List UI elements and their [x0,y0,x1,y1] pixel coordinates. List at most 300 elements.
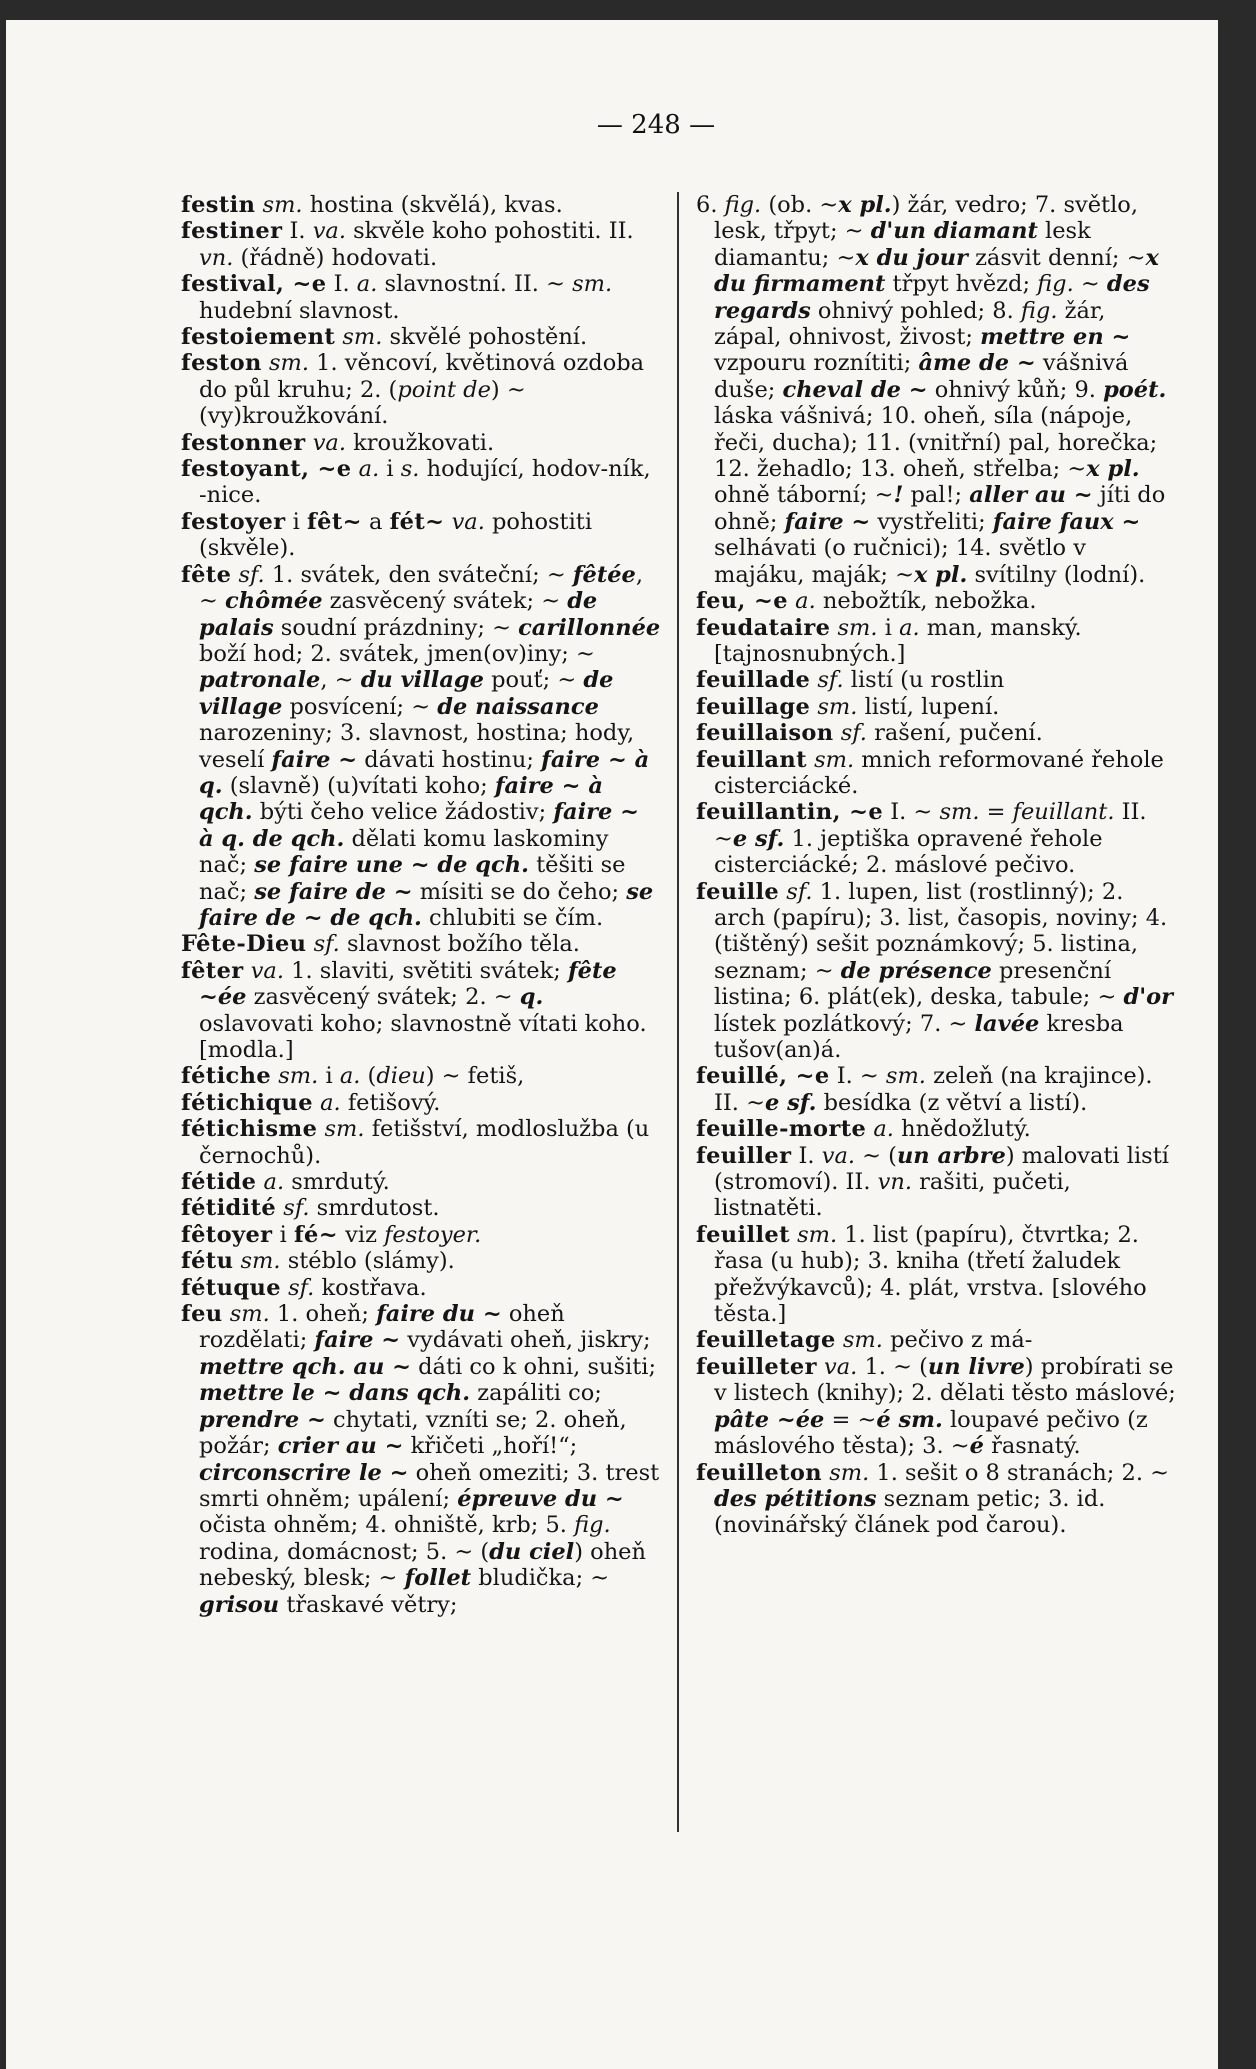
example-phrase: du ciel [489,1538,575,1565]
dictionary-entry [696,192,1176,588]
italic-text: dieu [376,1063,426,1090]
definition-text [790,1222,797,1248]
definition-text: posvícení; ~ [282,693,438,720]
definition-text: viz [338,1221,385,1248]
dictionary-entry [181,350,661,429]
italic-text: fig. [1037,271,1074,298]
grammar-label: va. [250,957,284,984]
headword: festin [181,192,256,218]
left-column [181,192,661,1618]
example-phrase: se faire de ~ [254,878,413,905]
definition-text: man, manský. [tajnosnubných.] [714,614,1082,667]
definition-text [817,1354,824,1380]
dictionary-entry [181,1090,661,1116]
dictionary-entry [181,430,661,456]
example-phrase: faire faux ~ [992,508,1141,535]
definition-text: lístek pozlátkový; 7. ~ [714,1010,975,1037]
definition-text: žár, zápal, ohnivost, živost; [714,297,1106,351]
headword: feuillant [696,746,807,773]
definition-text: ohnivý pohled; 8. [810,297,1021,324]
grammar-label: a. [899,614,920,641]
definition-text: kostřava. [314,1274,427,1301]
dictionary-entry [696,667,1176,693]
definition-text: chytati, vzníti se; 2. oheň, požár; [199,1406,627,1460]
italic-text: point de [397,376,491,403]
headword: feuillade [696,667,811,694]
headword: feuillet [696,1221,790,1248]
definition-text [233,1248,240,1274]
definition-text: oslavovati koho; slavnostně vítati koho. [modla.] [199,1010,647,1063]
right-column [696,192,1176,1539]
definition-text [836,1327,843,1353]
headword: feuille [696,878,780,905]
example-phrase: faire ~ à q. [199,746,650,799]
definition-text: ~ [1073,271,1107,298]
definition-text: ( [360,1063,377,1090]
grammar-label: a. [263,1169,285,1196]
grammar-label: sm. [814,746,855,773]
example-phrase: mettre qch. au ~ [199,1353,411,1380]
headword: fétidité [181,1195,277,1222]
definition-text: ohnivý kůň; 9. [927,376,1104,403]
definition-text [244,958,251,984]
definition-text: hnědožlutý. [893,1116,1031,1143]
example-phrase: x pl. [1086,456,1140,483]
definition-text: pouť; ~ [483,667,584,694]
headword: festonner [181,429,306,456]
grammar-label: va. [821,1142,856,1169]
grammar-label: sf. [288,1274,315,1301]
example-phrase: cheval de ~ [782,376,928,403]
definition-text: 1. lupen, list (rostlinný); 2. arch (papíru); 3. list, časopis, noviny; 4. (tištěný) sešit poznámkový; 5. listina, seznam; ~ [714,878,1168,984]
definition-text: 1. oheň; [269,1301,377,1328]
definition-text: 1. věncoví, květinová ozdoba do půl kruhu; 2. ( [199,350,645,403]
example-phrase: se faire de ~ de qch. [199,878,654,931]
grammar-label: s. [400,456,420,483]
definition-text: 6. [696,192,725,218]
grammar-label: sm. [268,350,310,377]
definition-text [352,456,359,482]
definition-text: (ob. ~ [761,192,839,218]
headword: feudataire [696,614,831,641]
example-phrase: x du jour [855,244,968,271]
definition-text [255,192,262,218]
grammar-label: sf. [786,878,813,905]
example-phrase: du village [360,667,484,694]
definition-text: seznam petic; 3. id. (novinářský článek pod čarou). [714,1485,1106,1539]
headword: fé~ [293,1221,339,1248]
grammar-label: va. [451,508,485,535]
dictionary-entry [181,192,661,218]
example-phrase: fête ~ée [199,957,617,1011]
definition-text [830,615,837,641]
dictionary-entry [181,509,661,562]
definition-text: slavnost božího těla. [339,931,580,958]
definition-text: I. [282,218,313,245]
grammar-label: sm. [278,1063,319,1090]
definition-text: (slavně) (u)vítati koho; [222,772,495,799]
definition-text: hodující, hodov-ník, -nice. [199,456,651,509]
headword: festiner [181,218,283,245]
definition-text [317,1116,324,1142]
example-phrase: poét. [1103,376,1167,403]
definition-text: ) žár, vedro; 7. světlo, lesk, třpyt; ~ [714,192,1138,245]
grammar-label: a. [873,1116,894,1143]
headword: feuillage [696,693,811,720]
headword: feston [181,350,262,377]
definition-text: vystřeliti; [870,508,993,535]
definition-text: i [318,1063,340,1090]
definition-text [306,430,313,456]
dictionary-entry [181,218,661,271]
definition-text: ) oheň nebeský, blesk; ~ [199,1538,646,1592]
definition-text: řasnatý. [983,1433,1081,1460]
grammar-label: sf. [840,720,867,747]
headword: festoyer [181,508,286,535]
definition-text: chlubiti se čím. [421,904,604,931]
definition-text [306,931,313,957]
dictionary-entry [696,799,1176,878]
example-phrase: épreuve du ~ [457,1485,624,1512]
definition-text: vydávati oheň, jiskry; [400,1327,651,1354]
definition-text: láska vášnivá; 10. oheň, síla (nápoje, řeči, ducha); 11. (vnitřní) pal, horečka; 12. žehadlo; 13. oheň, střelba; ~ [714,403,1158,483]
definition-text: ) malovati listí (stromoví). II. [714,1142,1169,1196]
italic-text: fig. [724,192,762,218]
grammar-label: a. [320,1089,341,1116]
italic-text: fig. [1020,297,1058,324]
definition-text: II. ~ [714,799,1147,852]
definition-text: vzpouru roznítiti; [714,350,919,377]
definition-text: i [877,614,900,641]
example-phrase: circonscrire le ~ [199,1459,409,1486]
dictionary-entry [181,324,661,350]
definition-text: loupavé pečivo (z máslového těsta); 3. ~ [714,1406,1148,1460]
definition-text: dáti co k ohni, sušiti; [411,1353,657,1380]
definition-text: lesk diamantu; ~ [714,218,1091,271]
example-phrase: chômée [225,588,323,615]
example-phrase: de présence [840,957,992,984]
grammar-label: va. [824,1353,858,1380]
definition-text: soudní prázdniny; ~ [273,614,519,641]
grammar-label: sm. [229,1301,270,1328]
example-phrase: de naissance [437,693,599,720]
headword: feuilleton [696,1459,823,1486]
grammar-label: a. [356,271,378,298]
definition-text: dělati komu laskominy nač; [199,825,609,879]
definition-text: vášnivá duše; [714,350,1129,403]
definition-text: bludička; ~ [471,1565,610,1592]
definition-text: pohostiti (skvěle). [199,508,593,562]
example-phrase: aller au ~ [969,482,1093,509]
dictionary-entry [696,1222,1176,1328]
headword: feuillé, ~e [696,1063,830,1090]
definition-text: i [272,1221,294,1248]
dictionary-entry [181,1222,661,1248]
headword: feuillantin, ~e [696,799,884,826]
dictionary-entry [181,1063,661,1089]
example-phrase: é [969,1433,984,1460]
definition-text: očista ohněm; 4. ohniště, krb; 5. [199,1512,575,1539]
grammar-label: sf. [313,931,340,958]
definition-text [262,350,269,376]
example-phrase: un arbre [896,1142,1006,1169]
example-phrase: pâte ~ée [714,1406,825,1433]
definition-text: , ~ [199,561,644,615]
headword: fêtoyer [181,1221,273,1248]
definition-text: ) ~ fetiš, [425,1063,525,1090]
headword: feu [181,1301,223,1328]
definition-text: slavnostní. II. ~ [377,271,573,298]
headword: feuilleter [696,1353,817,1380]
dictionary-entry [696,1143,1176,1222]
definition-text [256,1169,263,1195]
definition-text: dávati hostinu; [357,746,542,773]
example-phrase: âme de ~ [918,350,1036,377]
headword: fétiche [181,1063,272,1090]
grammar-label: vn. [877,1169,912,1196]
example-phrase: patronale [199,667,321,694]
headword: feuille-morte [696,1116,867,1143]
headword: fétichique [181,1089,313,1116]
grammar-label: a. [339,1063,361,1090]
dictionary-entry [181,958,661,1064]
definition-text: I. ~ [829,1063,886,1090]
definition-text: 1. svátek, den sváteční; ~ [264,561,573,588]
definition-text: i [285,508,308,535]
definition-text: oheň rozdělati; [199,1301,565,1354]
definition-text: skvělé pohostění. [382,324,588,351]
example-phrase: é sm. [876,1406,943,1433]
column-divider [677,192,679,1832]
dictionary-entry [181,1169,661,1195]
definition-text: (řádně) hodovati. [233,244,438,271]
dictionary-entry [696,747,1176,800]
dictionary-entry [696,694,1176,720]
definition-text: 1. list (papíru), čtvrtka; 2. řasa (u hub); 3. kniha (třetí žaludek přežvýkavců); 4. plát, vrstva. [slového těsta.] [714,1221,1147,1328]
example-phrase: faire ~ [271,746,358,773]
definition-text: třpyt hvězd; [885,271,1038,298]
grammar-label: a. [795,588,816,615]
headword: fétide [181,1169,257,1196]
definition-text: 1. sešit o 8 stranách; 2. ~ [869,1459,1169,1486]
dictionary-entry [696,879,1176,1064]
example-phrase: des pétitions [714,1485,877,1512]
example-phrase: carillonnée [518,614,661,641]
dictionary-entry [696,1116,1176,1142]
definition-text: hudební slavnost. [199,297,400,324]
grammar-label: sm. [572,271,613,298]
headword: festoyant, ~e [181,456,352,483]
headword: festival, ~e [181,271,327,298]
dictionary-page [6,20,1218,2069]
definition-text: mísiti se do čeho; [412,878,627,905]
example-phrase: un livre [927,1353,1025,1380]
definition-text: pečivo z má- [882,1327,1033,1354]
grammar-label: sm. [829,1459,870,1486]
example-phrase: follet [404,1565,472,1592]
definition-text: = ~ [824,1406,877,1433]
dictionary-entry [181,1248,661,1274]
definition-text: hostina (skvělá), kvas. [302,192,563,218]
headword: festoiement [181,324,336,351]
dictionary-entry [696,1460,1176,1539]
example-phrase: e sf. [764,1089,817,1116]
dictionary-entry [181,271,661,324]
grammar-label: va. [312,429,346,456]
headword: feu, ~e [696,588,788,615]
definition-text: ~ ( [855,1142,897,1169]
headword: feuilletage [696,1327,836,1354]
definition-text: pal!; [903,482,970,509]
definition-text: mnich reformované řehole cisterciácké. [714,746,1164,799]
dictionary-entry [181,1301,661,1618]
example-phrase: d'un diamant [870,218,1038,245]
definition-text: skvěle koho pohostiti. II. [345,218,634,245]
definition-text: rašení, pučení. [866,720,1043,747]
example-phrase: e sf. [732,825,785,852]
dictionary-entry [181,1195,661,1221]
definition-text: 1. ~ ( [857,1353,928,1380]
headword: fétu [181,1248,234,1275]
dictionary-entry [181,1275,661,1301]
dictionary-entry [696,615,1176,668]
example-phrase: faire du ~ [376,1301,502,1328]
grammar-label: sm. [240,1248,281,1275]
definition-text: listí (u rostlin [843,667,1005,694]
definition-text: presenční listina; 6. plát(ek), deska, tabule; ~ [714,957,1124,1011]
example-phrase: faire ~ à q. de qch. [199,799,639,852]
definition-text: křičeti „hoří!“; [403,1433,578,1460]
example-phrase: crier au ~ [277,1433,404,1460]
definition-text: fetišství, modloslužba (u černochů). [199,1116,650,1169]
example-phrase: faire ~ à qch. [199,772,603,826]
example-phrase: de palais [199,588,598,641]
definition-text: zapáliti co; [470,1380,602,1407]
grammar-label: sm. [817,693,858,720]
page-number: — 248 — [596,110,716,140]
definition-text: býti čeho velice žádostiv; [252,799,554,826]
definition-text: kroužkovati. [346,429,495,456]
headword: feuillaison [696,720,834,747]
italic-text: fig. [574,1512,611,1539]
dictionary-entry [696,588,1176,614]
definition-text: I. [326,271,357,298]
headword: fêt~ [307,508,362,535]
definition-text: narozeniny; 3. slavnost, hostina; hody, veselí [199,720,635,773]
grammar-label: sm. [342,324,383,351]
definition-text: těšiti se nač; [199,852,626,905]
definition-text: zasvěcený svátek; 2. ~ [246,984,520,1011]
definition-text: smrdutost. [309,1195,440,1222]
grammar-label: sm. [324,1116,365,1143]
grammar-label: sm. [842,1327,883,1354]
definition-text: jíti do ohně; [714,482,1166,535]
grammar-label: sm. [885,1063,926,1090]
definition-text: , ~ [320,667,361,694]
grammar-label: sm. [837,614,878,641]
example-phrase: x du firmament [714,244,1159,298]
definition-text: boží hod; 2. svátek, jmen(ov)iny; ~ [199,640,595,667]
grammar-label: a. [358,456,380,483]
definition-text: 1. slaviti, světiti svátek; [284,957,568,984]
definition-text [444,509,451,535]
definition-text: svítilny (lodní). [967,561,1146,588]
definition-text: rašiti, pučeti, listnatěti. [714,1169,1071,1222]
example-phrase: des regards [714,271,1150,324]
headword: fétuque [181,1274,281,1301]
headword: feuiller [696,1142,792,1169]
example-phrase: x pl. [913,561,968,588]
definition-text: fetišový. [340,1089,441,1116]
example-phrase: fêtée [572,561,636,588]
grammar-label: sm. [262,192,303,218]
example-phrase: prendre ~ [199,1406,326,1433]
definition-text: ) ~ (vy)kroužkování. [199,376,526,430]
definition-text: zeleň (na krajince). II. ~ [714,1063,1153,1116]
definition-text: 1. jeptiška opravené řehole cisterciácké; 2. máslové pečivo. [714,825,1103,879]
grammar-label: sf. [817,667,844,694]
definition-text: kresba tušov(an)á. [714,1010,1124,1063]
example-phrase: q. [519,984,544,1011]
dictionary-entry [181,562,661,932]
example-phrase: se faire une ~ de qch. [254,852,529,879]
grammar-label: vn. [199,244,234,271]
dictionary-entry [181,1116,661,1169]
example-phrase: x pl. [838,192,892,218]
example-phrase: faire ~ [314,1327,401,1354]
definition-text: = [979,799,1013,826]
definition-text: besídka (z větví a listí). [816,1089,1088,1116]
definition-text: zásvit denní; ~ [967,244,1146,271]
example-phrase: de village [199,667,614,720]
grammar-label: sf. [238,561,265,588]
example-phrase: mettre le ~ dans qch. [199,1380,471,1407]
definition-text: třaskavé větry; [279,1591,458,1618]
example-phrase: ! [893,482,904,509]
grammar-label: sm. [939,799,980,826]
dictionary-entry [696,1354,1176,1460]
definition-text: I. ~ [883,799,940,826]
dictionary-entry [696,1063,1176,1116]
definition-text: ) probírati se v listech (knihy); 2. dělati těsto máslové; [714,1353,1176,1407]
example-phrase: mettre en ~ [980,324,1131,351]
grammar-label: sf. [283,1195,310,1222]
italic-text: festoyer. [384,1221,482,1248]
definition-text: I. [791,1142,822,1169]
definition-text: selhávati (o ručnici); 14. světlo v majáku, maják; ~ [714,535,1086,588]
headword: Fête-Dieu [181,931,307,958]
dictionary-entry [696,1327,1176,1353]
grammar-label: sm. [797,1221,838,1248]
example-phrase: faire ~ [784,508,871,535]
definition-text: smrdutý. [284,1169,390,1196]
headword: fétichisme [181,1116,318,1143]
example-phrase: grisou [199,1591,280,1618]
headword: fêter [181,957,244,984]
definition-text: i [379,456,401,483]
definition-text: nebožtík, nebožka. [815,588,1037,615]
definition-text: ohně táborní; ~ [714,482,894,509]
example-phrase: d'or [1123,984,1173,1011]
example-phrase: lavée [974,1010,1040,1037]
definition-text: listí, lupení. [857,693,1000,720]
definition-text: zasvěcený svátek; ~ [322,588,568,615]
dictionary-entry [181,931,661,957]
headword: fête [181,561,232,588]
italic-text: feuillant. [1012,799,1115,826]
dictionary-entry [181,456,661,509]
definition-text: oheň omeziti; 3. trest smrti ohněm; upálení; [199,1459,660,1512]
